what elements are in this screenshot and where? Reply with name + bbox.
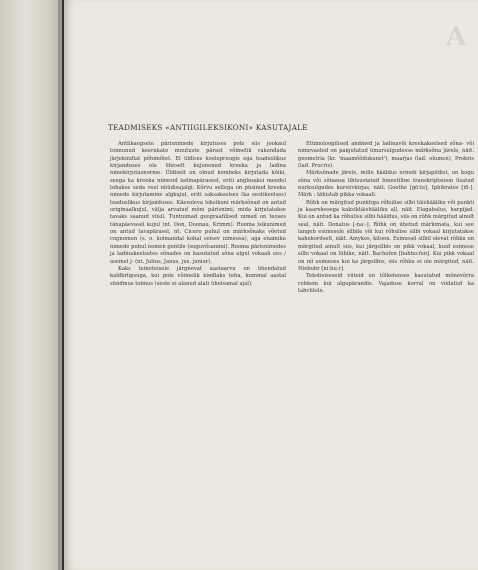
bleed-through-mark: A xyxy=(446,22,467,52)
book-page xyxy=(64,0,478,570)
paragraph: Antiikaegsete pärisnimede kirjutuses pole siis jookaul toimunud keerukate muutuste pärast võimelik rakendada järjekindlat põhimõtet. Ei üldises keelepruugis ega teaduslikus kirjanduses ole üheselt kujunenud kreeka ja ladina nimekirjutusnorme. Üldiselt on olnud kombeks kirjutada kõiki, seega ka kreeka nimesid ladinapärasest, eriti anglosaksi meedel tehakse seda veel nüüdisajalgi. Kõrvu sellega on püsinud kreeka nimede kirjutamine algkujul, eriti saksakeelses (ka eestikeelses) teaduslikus kirjanduses. Käesoleva leksikoni märksõnad on antud originaalkujul, välja arvatud mõni pärisnimi, mida kirjutatakse tavaks saanud viisil. Tuntuimad geograafilised nimed on teoses tänapäevasel kujul (nt. Don, Doonau, Krimm). Rooma isikunimed on antud tavapärasel, nt. Cicero puhul on märksõnaks võetud cognomen (s. o. kolmandal kohal seisev nimeosa), aga enamiku nimede puhul nomen gentile (suguvõsanimi). Rooma pärisnimedes ja ladinakeelsetes sõnades on kasutatud sõna algul vokaali ees / asemel j- (nt. Julius, Janus, jus, junior). xyxy=(110,141,286,265)
section-heading: TEADMISEKS «ANTIIGILEKSIKONI» KASUTAJALE xyxy=(108,123,308,132)
paragraph: Etümoloogilised andmed ja ladinavõi kreekakeelsed sõna- või nimevasted on paigutatud ümarsulgudesse märksõna järele, näit. geometria (kr. 'maamõõdukunst'), maarjas (lad. olumen), Prokris (lad. Procris). xyxy=(298,141,474,170)
paragraph: Tekstisiseseid viiteid on tõlketeoses kasutatud mõnevõrra rohkem kui algupärandis. Vajaduse korral on viidatud ka tahvlitele. xyxy=(298,273,474,294)
paragraph: Märksõnade järele, mille hääldus erineb kirjapildist, on kogu sõna või sõnaosa lihtsustatud foneetiline transkriptsioon lisatud nurksulgudes kursiivkirjas, näit. Goethe [gö:te], Iphikrates [ifi-]. Märk : tähistab pikka vokaali. xyxy=(298,170,474,199)
paragraph: Rõhk on märgitud punktiga rõhulise silbi täishääliku või punkti ja kaarekesega kaksiktäishääliku all, näit. Elagabalus, harpijad. Kui on antud ka rõhulise silbi hääldus, siis on rõhk märgitud ainult seal, näit. Donatus [-na:-]. Rõhk on ühetud märkimata, kui see langeb esimesele silbile või kui rõhulise silbi vokaal kirjutatakse kahekordselt, näit. Amykos, kitoon. Esimesel silbil olevat rõhku on märgitud ainult siis, kui järgsilbis on pikk vokaal, kuid esimese silbi vokaal on lühike, näit. Bachofen [bahho:fen]. Kui pikk vokaal on nii esimeses kui ka järgsilbis, siis rõhku ei ole märgitud, näit. Niebuhr [ni:bu:r]. xyxy=(298,199,474,272)
left-text-column xyxy=(110,141,286,288)
right-text-column xyxy=(298,141,474,295)
paragraph: Kaks teineteisele järgnevat aastaarvu on ühendatud kaldkriipsuga, kui pole võimelik kindlaks teha, kummal aastal sündmus toimus (seste ei alanud alati ühelsamal ajal). xyxy=(110,265,286,287)
book-spine xyxy=(0,0,62,570)
